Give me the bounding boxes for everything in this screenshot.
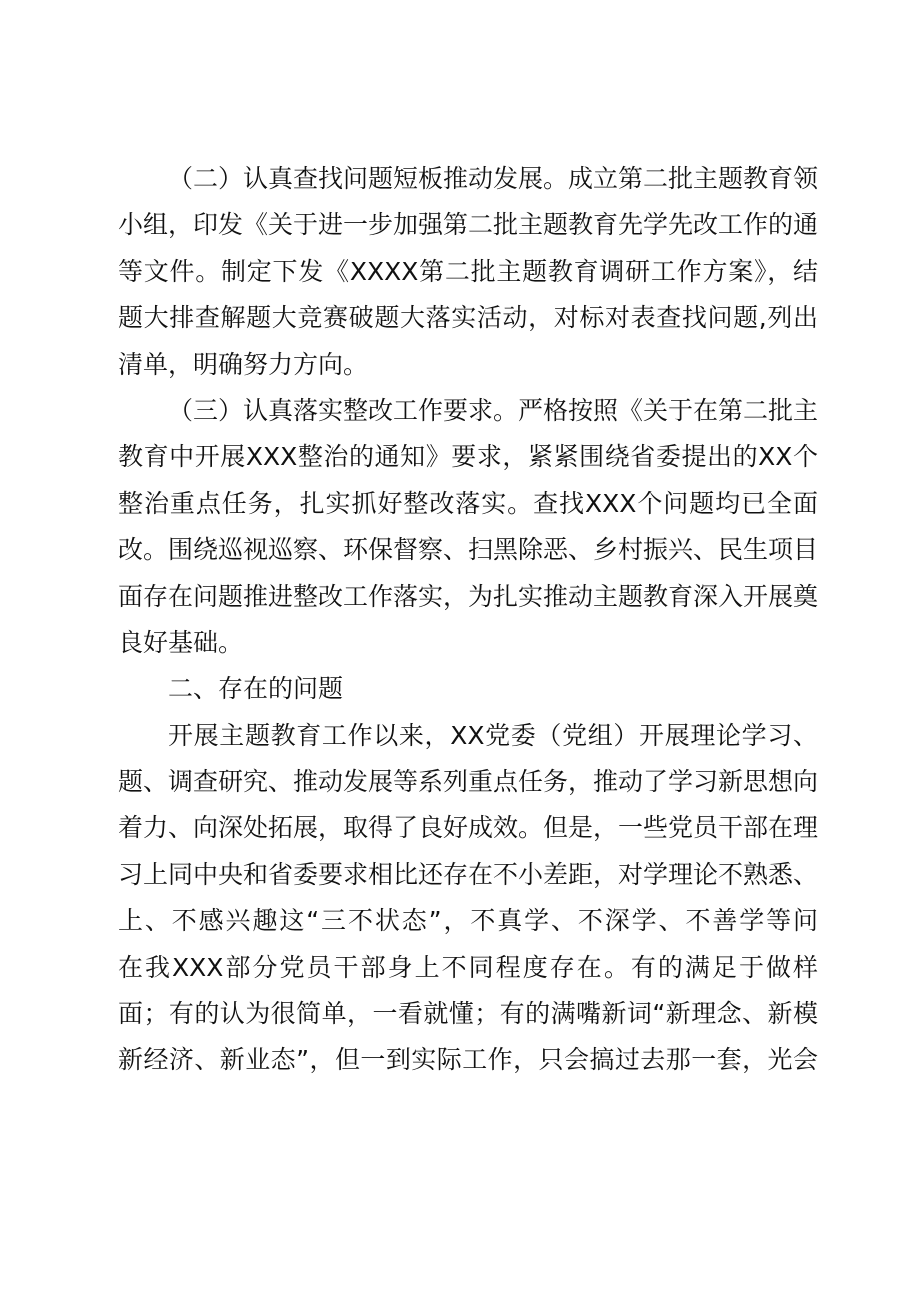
document-body xyxy=(118,156,818,1084)
paragraph-3-line-1: （三）认真落实整改工作要求。严格按照《关于在第二批主 xyxy=(168,395,818,425)
paragraph-4-line-1: 开展主题教育工作以来，XX党委（党组）开展理论学习、 xyxy=(168,720,818,750)
paragraph-4-line-8: 新经济、新业态”，但一到实际工作，只会搞过去那一套，光会 xyxy=(118,1045,818,1075)
paragraph-4-line-7: 面；有的认为很简单，一看就懂；有的满嘴新词“新理念、新模 xyxy=(118,999,818,1029)
paragraph-2-line-5: 清单，明确努力方向。 xyxy=(118,349,369,379)
paragraph-3-line-3: 整治重点任务，扎实抓好整改落实。查找XXX个问题均已全面 xyxy=(118,488,818,518)
paragraph-2-line-3: 等文件。制定下发《XXXX第二批主题教育调研工作方案》，结 xyxy=(118,256,818,286)
paragraph-2-line-4: 题大排查解题大竞赛破题大落实活动，对标对表查找问题,列出 xyxy=(118,303,818,333)
paragraph-4-line-4: 习上同中央和省委要求相比还存在不小差距，对学理论不熟悉、 xyxy=(118,859,818,889)
paragraph-4-line-5: 上、不感兴趣这“三不状态”，不真学、不深学、不善学等问 xyxy=(118,906,818,936)
section-heading: 二、存在的问题 xyxy=(168,674,344,704)
paragraph-4-line-3: 着力、向深处拓展，取得了良好成效。但是，一些党员干部在理 xyxy=(118,813,818,843)
paragraph-4-line-2: 题、调查研究、推动发展等系列重点任务，推动了学习新思想向 xyxy=(118,767,818,797)
paragraph-4-line-6: 在我XXX部分党员干部身上不同程度存在。有的满足于做样 xyxy=(118,952,818,982)
paragraph-3-line-4: 改。围绕巡视巡察、环保督察、扫黑除恶、乡村振兴、民生项目 xyxy=(118,535,818,565)
paragraph-2-line-2: 小组，印发《关于进一步加强第二批主题教育先学先改工作的通 xyxy=(118,210,818,240)
paragraph-3-line-5: 面存在问题推进整改工作落实，为扎实推动主题教育深入开展奠 xyxy=(118,581,818,611)
paragraph-3-line-2: 教育中开展XXX整治的通知》要求，紧紧围绕省委提出的XX个 xyxy=(118,442,818,472)
paragraph-3-line-6: 良好基础。 xyxy=(118,627,244,657)
paragraph-2-line-1: （二）认真查找问题短板推动发展。成立第二批主题教育领 xyxy=(168,164,818,193)
